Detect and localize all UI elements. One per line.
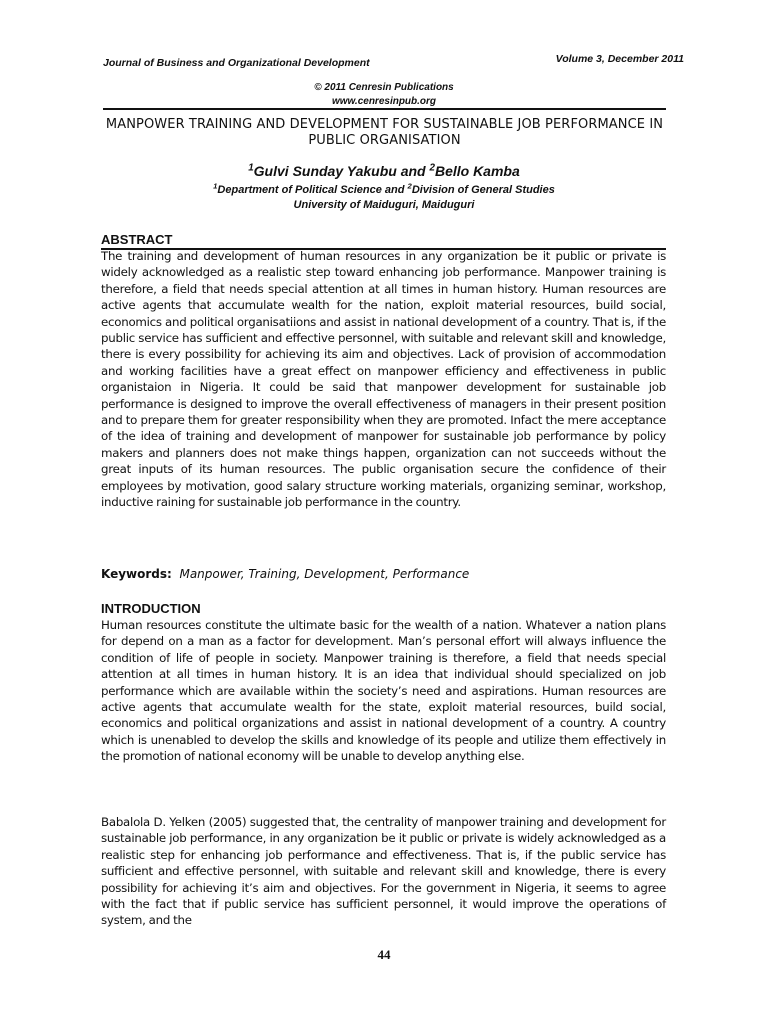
affiliation2: Division of General Studies [411,184,555,196]
keywords-label: Keywords: [101,567,172,581]
introduction-paragraph-2: Babalola D. Yelken (2005) suggested that, the centrality of manpower training and development for sustainable job performance, in any organization be it public or private is widely acknowledged as a realistic step for enhancing job performance and effectiveness. That is, if the public service has sufficient and effective personnel, with suitable and relevant skill and knowledge, there is every possibility for achieving it’s aim and objectives. For the government in Nigeria, it seems to agree with the fact that if public service has sufficient personnel, it would improve the operations of system, and the [101,815,666,928]
university: University of Maiduguri, Maiduguri [293,199,475,211]
publisher-website: www.cenresinpub.org [331,96,437,107]
affiliation1: Department of Political Science and [217,184,408,196]
author-line [0,163,768,179]
header-divider [103,108,666,110]
author1: Gulvi Sunday Yakubu and [253,163,430,179]
volume-info: Volume 3, December 2011 [555,53,684,65]
affil1-marker: 1 [213,181,218,191]
abstract-text: The training and development of human resources in any organization be it public or private is widely acknowledged as a realistic step toward enhancing job performance. Manpower training is therefore, a field that needs special attention at all times in human history. Human resources are active agents that accumulate wealth for the nation, exploit material resources, build social, economics and political organisatiions and assist in national development of a country. That is, if the public service has sufficient and effective personnel, with suitable and relevant skill and knowledge, there is every possibility for achieving its aim and objectives. Lack of provision of accommodation and working facilities have a great effect on manpower efficiency and effectiveness in public organistaion in Nigeria. It could be said that manpower development for sustainable job performance is designed to improve the overall effectiveness of managers in their present position and to prepare them for greater responsibility when they are promoted. Infact the mere acceptance of the idea of training and development of manpower for sustainable job performance by policy makers and planners does not make things happen, organization can not succeeds without the great inputs of its human resources. The public organisation secure the confidence of their employees by motivation, good salary structure working materials, organizing seminar, workshop, inductive raining for sustainable job performance in the country. [101,249,666,510]
abstract-heading: ABSTRACT [101,232,173,247]
article-title: MANPOWER TRAINING AND DEVELOPMENT FOR SUSTAINABLE JOB PERFORMANCE IN PUBLIC ORGANISATION [105,117,664,148]
keywords-list: Manpower, Training, Development, Performance [179,567,470,581]
copyright-line: © 2011 Cenresin Publications [314,82,454,93]
page-number: 44 [377,947,391,962]
keywords-line [101,567,469,581]
journal-name: Journal of Business and Organizational Development [103,57,370,69]
author2: Bello Kamba [434,163,520,179]
author1-marker: 1 [248,162,254,174]
introduction-paragraph-1: Human resources constitute the ultimate basic for the wealth of a nation. Whatever a nation plans for depend on a man as a factor for development. Man’s personal effort will always influence the condition of life of people in society. Manpower training is therefore, a field that needs special attention at all times in human history. It is an idea that individual should specialized on job performance which are available within the society’s need and aspirations. Human resources are active agents that accumulate wealth for the state, exploit material resources, build social, economics and political organizations and assist in national development of a country. A country which is unenabled to develop the skills and knowledge of its people and utilize them effectively in the promotion of national economy will be unable to develop anything else. [101,618,666,764]
author2-marker: 2 [429,162,435,174]
affil2-marker: 2 [407,181,412,191]
affiliation-line [0,183,768,198]
introduction-heading: INTRODUCTION [101,601,201,616]
